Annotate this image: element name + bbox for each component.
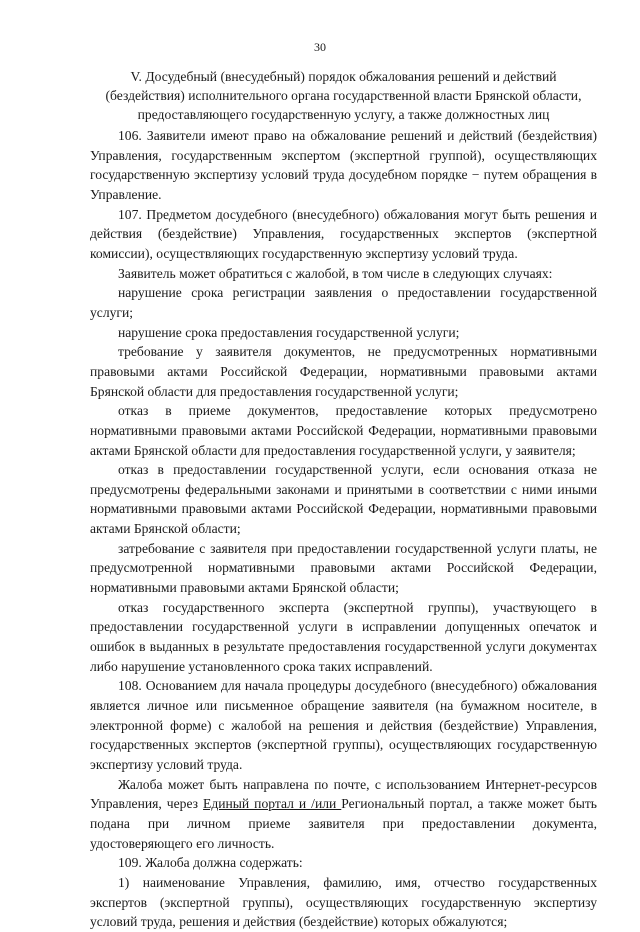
case-registration-delay: нарушение срока регистрации заявления о предоставлении государственной услуги; [90, 285, 597, 320]
section-heading: V. Досудебный (внесудебный) порядок обжалования решений и действий (бездействия) исполнительного органа государственной власти Брянской области, предоставляющего государственную услугу, а также должностных лиц [105, 69, 582, 122]
paragraph-106: 106. Заявители имеют право на обжалование решений и действий (бездействия) Управления, государственным экспертом (экспертной группой), осуществляющих государственную экспертизу условий труда досудебном порядке − путем обращения в Управление. [90, 128, 597, 202]
paragraph-107: 107. Предметом досудебного (внесудебного) обжалования могут быть решения и действия (бездействие) Управления, государственных экспертов (экспертной комиссии), осуществляющих государственную экспертизу условий труда. [90, 206, 597, 261]
case-service-delay: нарушение срока предоставления государственной услуги; [118, 324, 460, 340]
paragraph-complaint-channels [90, 775, 597, 854]
case-refusal-documents: отказ в приеме документов, предоставление которых предусмотрено нормативными правовыми актами Российской Федерации, нормативными правовыми актами Брянской области для предоставления государственной услуги, у заявителя; [90, 403, 597, 458]
paragraph-cases-intro: Заявитель может обратиться с жалобой, в том числе в следующих случаях: [118, 265, 553, 281]
complaint-text-after: Региональный портал, а также может быть подана при личном приеме заявителя при предоставлении документа, удостоверяющего его личность. [90, 796, 597, 851]
paragraph-109-item-1: 1) наименование Управления, фамилию, имя, отчество государственных экспертов (экспертной группы), осуществляющих государственную экспертизу условий труда, решения и действия (бездействие) которых обжалуются; [90, 874, 597, 930]
case-extra-documents: требование у заявителя документов, не предусмотренных нормативными правовыми актами Российской Федерации, нормативными правовыми актами Брянской области для предоставления государственной услуги; [90, 344, 597, 399]
paragraph-108: 108. Основанием для начала процедуры досудебного (внесудебного) обжалования является личное или письменное обращение заявителя (на бумажном носителе, в электронной форме) с жалобой на решения и действия (бездействие) Управления, государственных экспертов (экспертной группы), осуществляющих государственную экспертизу условий труда. [90, 678, 597, 772]
paragraph-109: 109. Жалоба должна содержать: [118, 855, 303, 871]
unified-portal-link[interactable]: Единый портал и /или [203, 796, 342, 812]
case-refusal-service: отказ в предоставлении государственной услуги, если основания отказа не предусмотрены федеральными законами и принятыми в соответствии с ними иными нормативными правовыми актами Российской Федерации, нормативными правовыми актами Брянской области; [90, 462, 597, 537]
document-body [90, 126, 597, 932]
case-correction-refusal: отказ государственного эксперта (экспертной группы), участвующего в предоставлении государственной услуги в исправлении допущенных опечаток и ошибок в выданных в результате предоставления государственной услуги документах либо нарушение установленного срока таких исправлений. [90, 599, 597, 674]
page-number: 30 [314, 40, 326, 54]
complaint-text-before: Жалоба может быть направлена по почте, с использованием Интернет-ресурсов Управления, через [90, 776, 597, 812]
case-illegal-fee: затребование с заявителя при предоставлении государственной услуги платы, не предусмотренной нормативными правовыми актами Российской Федерации, нормативными правовыми актами Брянской области; [90, 540, 597, 596]
